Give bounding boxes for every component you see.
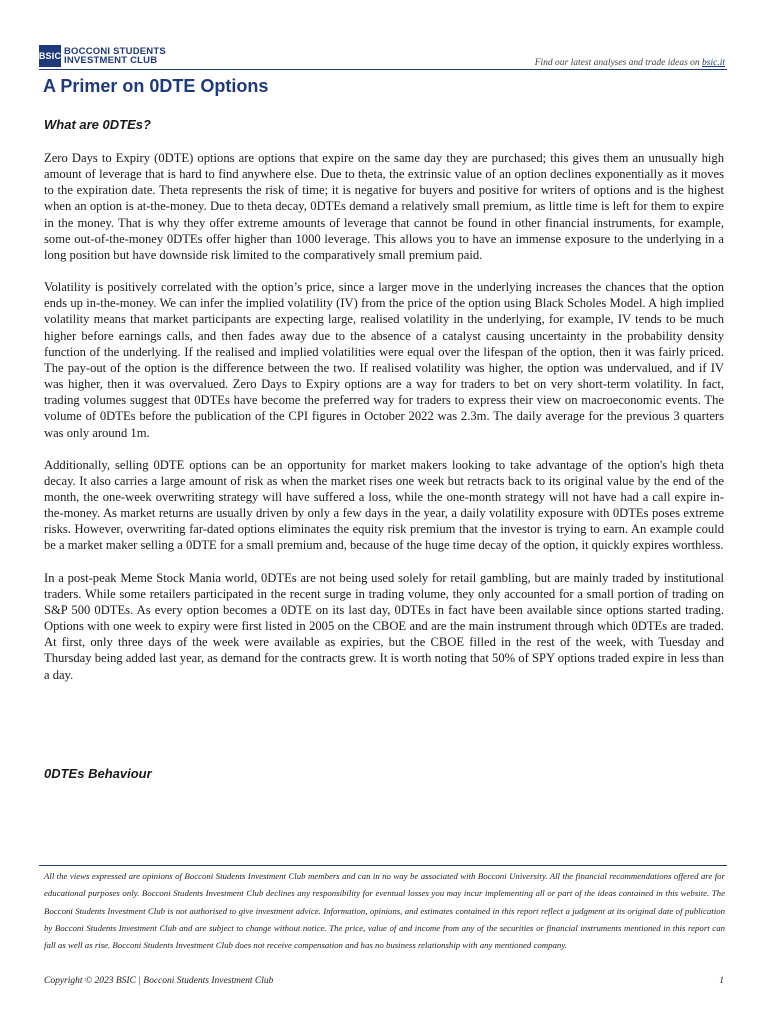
copyright-text: Copyright © 2023 BSIC | Bocconi Students Investment Club <box>44 976 274 986</box>
section-heading-what-are-0dtes: What are 0DTEs? <box>44 117 151 132</box>
page-number: 1 <box>719 976 724 986</box>
tagline-text: Find our latest analyses and trade ideas on <box>534 58 700 68</box>
bsic-link[interactable]: bsic.it <box>702 58 725 68</box>
paragraph-4: In a post-peak Meme Stock Mania world, 0DTEs are not being used solely for retail gambling, but are mainly traded by institutional traders. While some retailers participated in the recent surge in trading volume, they only accounted for a small portion of trading on S&P 500 0DTEs. As every option becomes a 0DTE on its last day, 0DTEs in fact have been available since options started trading. Options with one week to expiry were first listed in 2005 on the CBOE and are the main instrument through which 0DTEs are traded. At first, only three days of the week were available as expiries, but the CBOE filled in the rest of the week, with Tuesday and Thursday being added last year, as demand for the contracts grew. It is worth noting that 50% of SPY options traded expire in less than a day. <box>44 570 724 682</box>
logo-wordmark <box>64 47 166 66</box>
logo-line-2: INVESTMENT CLUB <box>64 55 158 66</box>
disclaimer-text: All the views expressed are opinions of Bocconi Students Investment Club members and can in no way be associated with Bocconi University. All the financial recommendations offered are for educational purposes only. Bocconi Students Investment Club declines any responsibility for eventual losses you may incur implementing all or part of the ideas contained in this website. The Bocconi Students Investment Club is not authorised to give investment advice. Information, opinions, and estimates contained in this report reflect a judgment at its original date of publication by Bocconi Students Investment Club and are subject to change without notice. The price, value of and income from any of the securities or financial instruments mentioned in this report can fall as well as rise. Bocconi Students Investment Club does not receive compensation and has no business relationship with any mentioned company. <box>44 871 725 951</box>
bsic-logo[interactable] <box>39 44 166 68</box>
page-title: A Primer on 0DTE Options <box>43 76 269 96</box>
footer-divider <box>39 865 727 866</box>
paragraph-3: Additionally, selling 0DTE options can be an opportunity for market makers looking to take advantage of the option's high theta decay. It also carries a large amount of risk as when the market rises one week but retracts back to its original value by the end of the month, the one-week overwriting strategy will have suffered a loss, while the one-month strategy will not have had a call expire in-the-money. As market returns are usually driven by only a few days in the year, a daily volatility exposure with 0DTEs poses extreme risks. However, overwriting far-dated options eliminates the equity risk premium that the investor is trying to earn. An example could be a market maker selling a 0DTE for a small premium and, because of the huge time decay of the option, it quickly expires worthless. <box>44 457 724 553</box>
paragraph-1: Zero Days to Expiry (0DTE) options are options that expire on the same day they are purchased; this gives them an unusually high amount of leverage that is hard to find anywhere else. Due to theta, the extrinsic value of an option declines exponentially as it moves to the expiration date. Theta represents the risk of time; it is negative for buyers and positive for writers of options and is the highest when an option is at-the-money. Due to theta decay, 0DTEs demand a relatively small premium, as little time is left for them to expire in the money. That is why they offer extreme amounts of leverage that cannot be found in other financial instruments, for example, some out-of-the-money 0DTEs offer higher than 1000 leverage. This allows you to have an immense exposure to the underlying in a long position but have downside risk limited to the comparatively small premium paid. <box>44 151 724 262</box>
article-body <box>44 150 724 699</box>
paragraph-2: Volatility is positively correlated with the option’s price, since a larger move in the underlying increases the chances that the option ends up in-the-money. We can infer the implied volatility (IV) from the price of the option using Black Scholes Model. A high implied volatility means that market participants are expecting large, realised volatility in the underlying, for example, IV tends to be much higher before earnings calls, and then fades away due to the absence of a catalyst causing uncertainty in the probability density function of the underlying. If the realised and implied volatilities were equal over the lifespan of the option, then it was fairly priced. The pay-out of the option is the difference between the two. If realised volatility was higher, the option was undervalued, and if IV was higher, then it was overvalued. Zero Days to Expiry options are a way for traders to bet on very short-term volatility. In fact, trading volumes suggest that 0DTEs have become the preferred way for traders to express their view on macroeconomic events. The volume of 0DTEs before the publication of the CPI figures in October 2022 was 2.3m. The daily average for the previous 3 quarters was only around 1m. <box>44 280 724 440</box>
section-heading-0dtes-behaviour: 0DTEs Behaviour <box>44 766 152 781</box>
header-divider <box>39 69 727 70</box>
logo-mark: BSIC <box>39 45 61 67</box>
logo-line-1: BOCCONI STUDENTS <box>64 45 166 57</box>
header-tagline <box>535 58 725 68</box>
